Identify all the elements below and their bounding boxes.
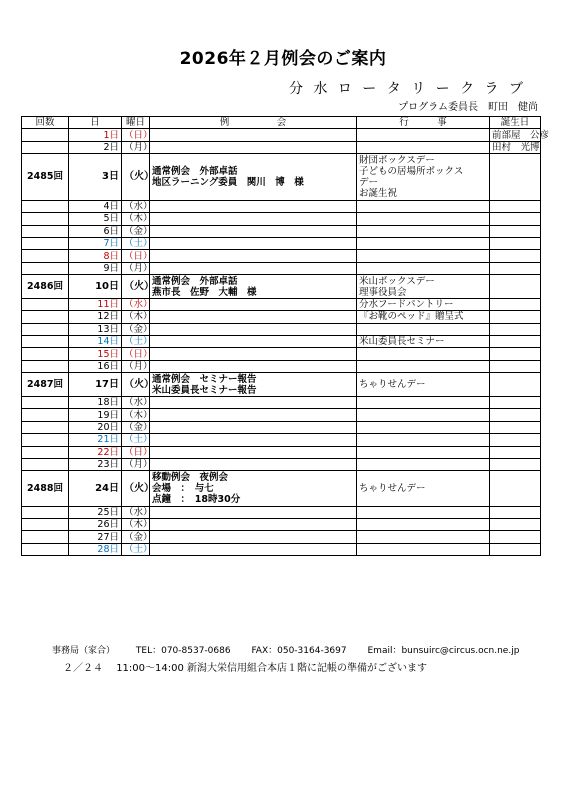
notice-date: ２／２４ (63, 663, 103, 674)
events-cell (357, 213, 490, 225)
meeting-cell (150, 262, 357, 274)
weekday-cell: （日） (122, 250, 150, 262)
meeting-cell (150, 348, 357, 360)
table-row (22, 200, 541, 212)
table-row (22, 154, 541, 201)
meeting-cell (150, 275, 357, 299)
birthday-cell (490, 237, 541, 249)
table-row (22, 225, 541, 237)
birthday-cell (490, 459, 541, 471)
birthday-cell (490, 543, 541, 555)
weekday-cell: （木） (122, 213, 150, 225)
table-row (22, 275, 541, 299)
weekday-cell: （金） (122, 531, 150, 543)
events-cell (357, 373, 490, 397)
day-cell: 16日 (69, 360, 122, 372)
day-cell: 6日 (69, 225, 122, 237)
events-cell (357, 129, 490, 141)
birthday-cell (490, 154, 541, 201)
page-title: 2026年２月例会のご案内 (179, 49, 387, 69)
events-cell (357, 434, 490, 446)
meeting-cell (150, 360, 357, 372)
meeting-cell (150, 200, 357, 212)
day-cell: 22日 (69, 446, 122, 458)
day-cell: 14日 (69, 336, 122, 348)
event-line: お誕生祝 (359, 187, 398, 199)
day-cell: 7日 (69, 237, 122, 249)
meeting-number (22, 409, 69, 421)
day-cell: 12日 (69, 311, 122, 323)
birthday-cell: 田村 光博 (490, 141, 541, 153)
day-cell: 17日 (69, 373, 122, 397)
birthday-cell (490, 225, 541, 237)
meeting-line: 地区ラーニング委員 関川 博 様 (152, 176, 304, 188)
table-row (22, 237, 541, 249)
club-name: 分 水 ロ ー タ リ ー ク ラ ブ (288, 81, 526, 97)
schedule-table (21, 116, 550, 556)
event-line: 財団ボックスデー (359, 154, 435, 166)
meeting-line: 通常例会 外部卓話 (152, 165, 238, 177)
meeting-line: 米山委員長セミナー報告 (152, 384, 257, 396)
meeting-number (22, 543, 69, 555)
meeting-number (22, 141, 69, 153)
birthday-cell (490, 323, 541, 335)
table-row (22, 336, 541, 348)
office-email: Email：bunsuirc@circus.ocn.ne.jp (367, 646, 520, 656)
events-cell (357, 421, 490, 433)
meeting-cell (150, 471, 357, 506)
day-cell: 20日 (69, 421, 122, 433)
meeting-cell (150, 323, 357, 335)
table-row (22, 250, 541, 262)
weekday-cell: （月） (122, 459, 150, 471)
event-line: 分水フードパントリー (359, 299, 454, 311)
meeting-number (22, 348, 69, 360)
meeting-number (22, 262, 69, 274)
meeting-number (22, 531, 69, 543)
events-cell (357, 141, 490, 153)
header-events: 行 事 (357, 117, 490, 129)
meeting-cell (150, 250, 357, 262)
meeting-number (22, 237, 69, 249)
meeting-cell (150, 336, 357, 348)
day-cell: 28日 (69, 543, 122, 555)
meeting-line: 燕市長 佐野 大輔 様 (152, 286, 257, 298)
day-cell: 4日 (69, 200, 122, 212)
meeting-number (22, 336, 69, 348)
meeting-number (22, 518, 69, 530)
table-row (22, 421, 541, 433)
meeting-cell (150, 213, 357, 225)
meeting-cell (150, 434, 357, 446)
meeting-number (22, 506, 69, 518)
birthday-cell (490, 311, 541, 323)
weekday-cell: （火） (122, 471, 150, 506)
table-row (22, 518, 541, 530)
weekday-cell: （木） (122, 409, 150, 421)
office-fax: FAX：050-3164-3697 (251, 646, 347, 656)
meeting-cell (150, 459, 357, 471)
table-row (22, 129, 541, 141)
contact-line (52, 643, 537, 656)
weekday-cell: （土） (122, 434, 150, 446)
events-cell (357, 200, 490, 212)
weekday-cell: （金） (122, 323, 150, 335)
day-cell: 15日 (69, 348, 122, 360)
meeting-number (22, 459, 69, 471)
day-cell: 13日 (69, 323, 122, 335)
birthday-cell (490, 518, 541, 530)
weekday-cell: （水） (122, 397, 150, 409)
events-cell (357, 311, 490, 323)
weekday-cell: （火） (122, 373, 150, 397)
table-row (22, 446, 541, 458)
notice-line (63, 659, 437, 674)
meeting-cell (150, 225, 357, 237)
birthday-cell (490, 275, 541, 299)
weekday-cell: （月） (122, 141, 150, 153)
event-line: デー (359, 176, 379, 188)
meeting-cell (150, 543, 357, 555)
meeting-number (22, 250, 69, 262)
meeting-number (22, 323, 69, 335)
meeting-line: 会場 ： 与七 (152, 482, 214, 494)
header-meeting: 例 会 (150, 117, 357, 129)
birthday-cell (490, 506, 541, 518)
office-tel: TEL：070-8537-0686 (135, 646, 231, 656)
birthday-cell (490, 373, 541, 397)
program-chair: プログラム委員長 町田 健尚 (398, 102, 538, 113)
birthday-cell (490, 213, 541, 225)
events-cell (357, 298, 490, 310)
table-row (22, 373, 541, 397)
table-row (22, 348, 541, 360)
header-weekday: 曜日 (122, 117, 150, 129)
birthday-cell (490, 336, 541, 348)
weekday-cell: （木） (122, 311, 150, 323)
events-cell (357, 397, 490, 409)
meeting-number (22, 200, 69, 212)
day-cell: 25日 (69, 506, 122, 518)
meeting-number (22, 421, 69, 433)
birthday-cell (490, 421, 541, 433)
day-cell: 5日 (69, 213, 122, 225)
header-count: 回数 (22, 117, 69, 129)
weekday-cell: （金） (122, 421, 150, 433)
event-line: 米山ボックスデー (359, 275, 435, 287)
meeting-number (22, 434, 69, 446)
weekday-cell: （火） (122, 154, 150, 201)
birthday-cell (490, 409, 541, 421)
birthday-cell (490, 397, 541, 409)
birthday-cell (490, 471, 541, 506)
weekday-cell: （日） (122, 129, 150, 141)
day-cell: 9日 (69, 262, 122, 274)
birthday-cell (490, 348, 541, 360)
event-line: 『お靴のペッド』贈呈式 (359, 311, 464, 323)
day-cell: 10日 (69, 275, 122, 299)
meeting-number (22, 225, 69, 237)
meeting-cell (150, 129, 357, 141)
notice-text: 11:00～14:00 新潟大栄信用組合本店１階に記帳の準備がございます (116, 663, 428, 674)
event-line: ちゃりせんデー (359, 482, 426, 494)
event-line: 理事役員会 (359, 286, 407, 298)
table-row (22, 311, 541, 323)
events-cell (357, 409, 490, 421)
weekday-cell: （月） (122, 360, 150, 372)
schedule-body (22, 129, 550, 556)
weekday-cell: （土） (122, 336, 150, 348)
meeting-number (22, 397, 69, 409)
day-cell: 1日 (69, 129, 122, 141)
meeting-number (22, 129, 69, 141)
events-cell (357, 459, 490, 471)
events-cell (357, 543, 490, 555)
meeting-cell (150, 298, 357, 310)
events-cell (357, 262, 490, 274)
day-cell: 26日 (69, 518, 122, 530)
table-row (22, 323, 541, 335)
events-cell (357, 336, 490, 348)
events-cell (357, 531, 490, 543)
meeting-number (22, 446, 69, 458)
events-cell (357, 446, 490, 458)
event-line: ちゃりせんデー (359, 379, 426, 391)
events-cell (357, 275, 490, 299)
birthday-cell (490, 531, 541, 543)
meeting-cell (150, 373, 357, 397)
table-row (22, 213, 541, 225)
meeting-number (22, 311, 69, 323)
meeting-cell (150, 154, 357, 201)
table-row (22, 434, 541, 446)
table-row (22, 506, 541, 518)
table-row (22, 262, 541, 274)
weekday-cell: （月） (122, 262, 150, 274)
table-row (22, 459, 541, 471)
meeting-number: 2485回 (22, 154, 69, 201)
meeting-cell (150, 311, 357, 323)
header-day: 日 (69, 117, 122, 129)
day-cell: 21日 (69, 434, 122, 446)
table-row (22, 298, 541, 310)
events-cell (357, 506, 490, 518)
meeting-cell (150, 506, 357, 518)
birthday-cell (490, 250, 541, 262)
event-line: 米山委員長セミナー (359, 336, 445, 348)
events-cell (357, 323, 490, 335)
meeting-number: 2488回 (22, 471, 69, 506)
day-cell: 8日 (69, 250, 122, 262)
birthday-cell (490, 298, 541, 310)
day-cell: 2日 (69, 141, 122, 153)
meeting-cell (150, 409, 357, 421)
table-row (22, 531, 541, 543)
table-header-row (22, 117, 541, 129)
table-row (22, 397, 541, 409)
day-cell: 27日 (69, 531, 122, 543)
events-cell (357, 237, 490, 249)
weekday-cell: （土） (122, 543, 150, 555)
meeting-number: 2486回 (22, 275, 69, 299)
meeting-number (22, 213, 69, 225)
table-row (22, 409, 541, 421)
meeting-cell (150, 518, 357, 530)
office-label: 事務局（家合） (52, 646, 116, 656)
day-cell: 24日 (69, 471, 122, 506)
meeting-cell (150, 531, 357, 543)
meeting-line: 通常例会 外部卓話 (152, 275, 238, 287)
weekday-cell: （水） (122, 506, 150, 518)
events-cell (357, 360, 490, 372)
birthday-cell: 前部屋 公彦 (490, 129, 541, 141)
header-birthday: 誕生日 (490, 117, 541, 129)
birthday-cell (490, 360, 541, 372)
meeting-cell (150, 421, 357, 433)
meeting-line: 移動例会 夜例会 (152, 471, 229, 483)
meeting-line: 点鐘 ： 18時30分 (152, 493, 241, 505)
meeting-cell (150, 397, 357, 409)
event-line: 子どもの居場所ボックス (359, 165, 464, 177)
day-cell: 23日 (69, 459, 122, 471)
birthday-cell (490, 200, 541, 212)
meeting-number (22, 298, 69, 310)
meeting-cell (150, 446, 357, 458)
events-cell (357, 471, 490, 506)
day-cell: 18日 (69, 397, 122, 409)
meeting-line: 通常例会 セミナー報告 (152, 373, 257, 385)
table-row (22, 141, 541, 153)
weekday-cell: （水） (122, 200, 150, 212)
birthday-cell (490, 446, 541, 458)
events-cell (357, 518, 490, 530)
table-row (22, 543, 541, 555)
birthday-cell (490, 262, 541, 274)
meeting-number: 2487回 (22, 373, 69, 397)
day-cell: 19日 (69, 409, 122, 421)
weekday-cell: （日） (122, 348, 150, 360)
table-row (22, 360, 541, 372)
events-cell (357, 250, 490, 262)
weekday-cell: （水） (122, 298, 150, 310)
meeting-cell (150, 141, 357, 153)
events-cell (357, 348, 490, 360)
meeting-cell (150, 237, 357, 249)
weekday-cell: （日） (122, 446, 150, 458)
meeting-number (22, 360, 69, 372)
weekday-cell: （木） (122, 518, 150, 530)
table-row (22, 471, 541, 506)
weekday-cell: （金） (122, 225, 150, 237)
events-cell (357, 225, 490, 237)
events-cell (357, 154, 490, 201)
weekday-cell: （土） (122, 237, 150, 249)
birthday-cell (490, 434, 541, 446)
day-cell: 3日 (69, 154, 122, 201)
day-cell: 11日 (69, 298, 122, 310)
weekday-cell: （火） (122, 275, 150, 299)
